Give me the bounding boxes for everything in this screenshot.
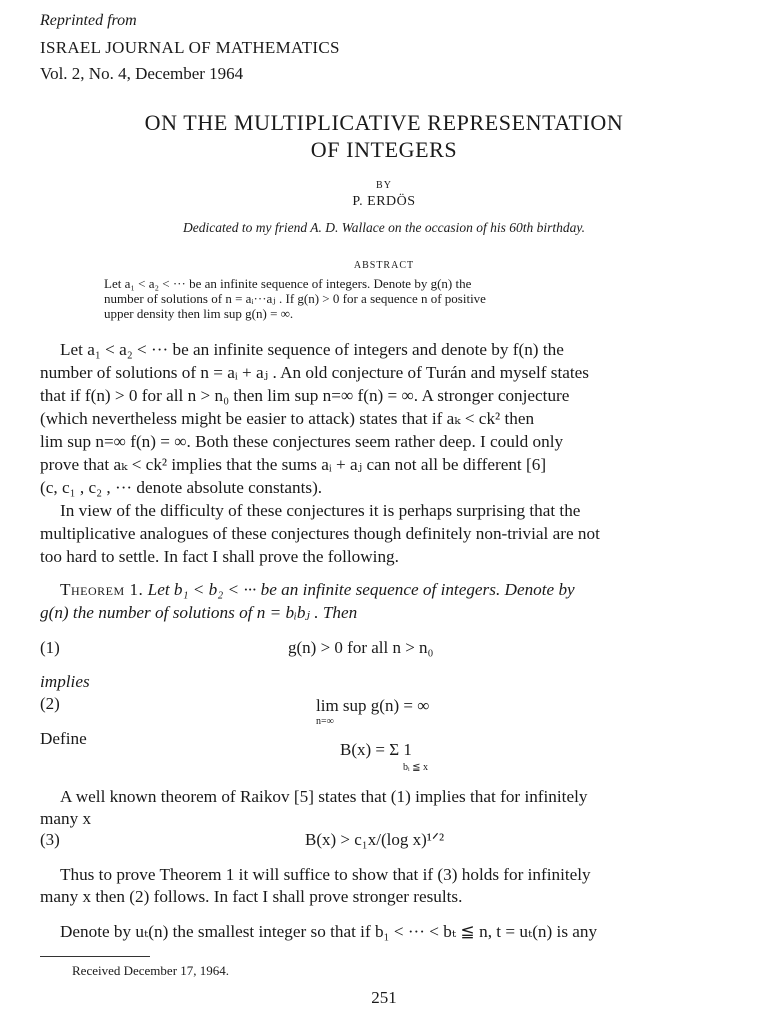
- abstract-heading: ABSTRACT: [353, 260, 415, 271]
- equation-3: B(x) > c₁x/(log x)¹ᐟ²: [305, 830, 445, 849]
- abstract-line: number of solutions of n = aᵢ···aⱼ . If g(n) > 0 for a sequence n of positive: [104, 291, 486, 306]
- body-line: Thus to prove Theorem 1 it will suffice to show that if (3) holds for infinitely: [60, 865, 591, 884]
- volume-info: Vol. 2, No. 4, December 1964: [40, 64, 244, 83]
- footnote: Received December 17, 1964.: [72, 963, 230, 978]
- abstract-line: Let a₁ < a₂ < ··· be an infinite sequence of integers. Denote by g(n) the: [104, 276, 472, 291]
- equation-definition: B(x) = Σ 1: [340, 740, 412, 759]
- body-line: A well known theorem of Raikov [5] states that (1) implies that for infinitely: [60, 787, 588, 806]
- theorem-text: Let b₁ < b₂ < ··· be an infinite sequence of integers. Denote by: [147, 580, 575, 599]
- body-line: In view of the difficulty of these conjectures it is perhaps surprising that the: [60, 501, 581, 520]
- body-line: prove that aₖ < ck² implies that the sums aᵢ + aⱼ can not all be different [6]: [40, 455, 547, 474]
- body-line: multiplicative analogues of these conjectures though definitely non-trivial are not: [40, 524, 600, 543]
- equation-definition-subscript: bᵢ ≦ x: [403, 762, 429, 773]
- body-line: Let a₁ < a₂ < ··· be an infinite sequence of integers and denote by f(n) the: [60, 340, 564, 359]
- body-line: (which nevertheless might be easier to attack) states that if aₖ < ck² then: [40, 409, 535, 428]
- footnote-rule: [40, 956, 150, 957]
- journal-name: ISRAEL JOURNAL OF MATHEMATICS: [40, 38, 340, 57]
- theorem-text: g(n) the number of solutions of n = bᵢbⱼ . Then: [40, 603, 358, 622]
- define-label: Define: [40, 729, 87, 748]
- paper-title-line-1: ON THE MULTIPLICATIVE REPRESENTATION: [144, 110, 624, 135]
- reprint-note: Reprinted from: [40, 12, 137, 29]
- body-line: that if f(n) > 0 for all n > n₀ then lim sup n=∞ f(n) = ∞. A stronger conjecture: [40, 386, 570, 405]
- equation-2: lim sup g(n) = ∞: [316, 696, 430, 715]
- dedication: Dedicated to my friend A. D. Wallace on the occasion of his 60th birthday.: [183, 220, 585, 235]
- body-line: too hard to settle. In fact I shall prove the following.: [40, 547, 399, 566]
- implies-label: implies: [40, 672, 90, 691]
- body-line: (c, c₁ , c₂ , ··· denote absolute constants).: [40, 478, 323, 497]
- equation-number: (1): [40, 638, 60, 657]
- body-line: lim sup n=∞ f(n) = ∞. Both these conjectures seem rather deep. I could only: [40, 432, 564, 451]
- theorem-statement: [60, 580, 575, 600]
- body-line: Denote by uₜ(n) the smallest integer so that if b₁ < ··· < bₜ ≦ n, t = uₜ(n) is any: [60, 922, 598, 941]
- page-number: 251: [371, 988, 397, 1007]
- equation-1: g(n) > 0 for all n > n₀: [288, 638, 434, 657]
- body-line: many x then (2) follows. In fact I shall prove stronger results.: [40, 887, 463, 906]
- theorem-label: Theorem 1.: [60, 580, 144, 599]
- author: P. ERDÖS: [352, 194, 416, 209]
- body-line: many x: [40, 809, 92, 828]
- abstract-line: upper density then lim sup g(n) = ∞.: [104, 306, 294, 321]
- by-label: BY: [376, 180, 392, 191]
- body-line: number of solutions of n = aᵢ + aⱼ . An old conjecture of Turán and myself states: [40, 363, 589, 382]
- equation-2-subscript: n=∞: [316, 716, 334, 727]
- equation-number: (2): [40, 694, 60, 713]
- equation-number: (3): [40, 830, 60, 849]
- paper-title-line-2: OF INTEGERS: [310, 137, 458, 162]
